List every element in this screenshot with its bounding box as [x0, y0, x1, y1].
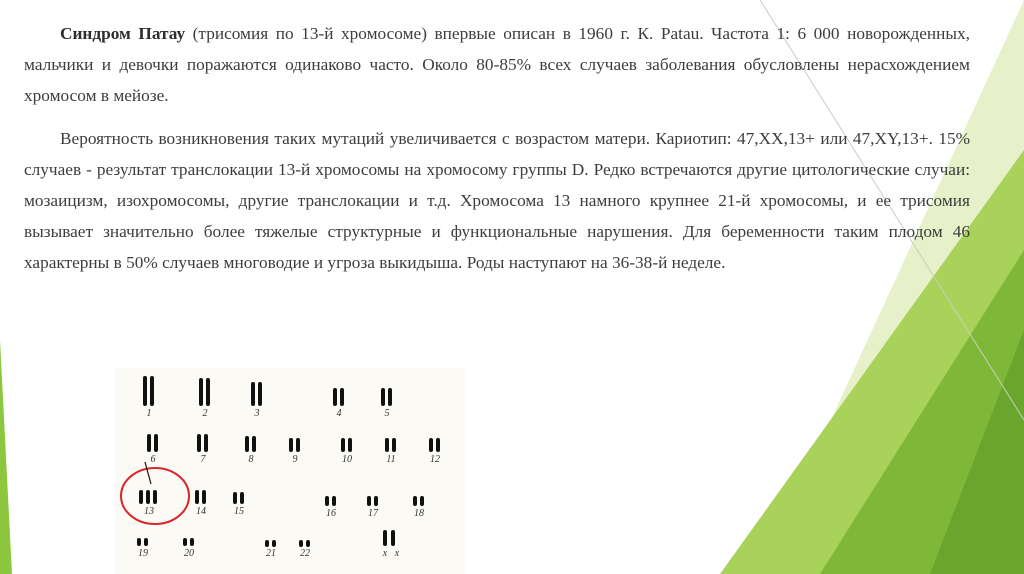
karyotype-drawing [115, 368, 465, 574]
trisomy-arrow [145, 462, 151, 484]
deco-left-edge [0, 340, 12, 574]
paragraph-2: Вероятность возникновения таких мутаций увеличивается с возрастом матери. Кариотип: 47,XX,13+ или 47,XY,13+. 15% случаев - результат транслокации 13-й хромосомы на хромосому группы D. Редко встречаются другие цитологические случаи: мозаицизм, изохромосомы, другие транслокации и т.д. Хромосома 13 намного крупнее 21-й хромосомы, и ее трисомия вызывает значительно более тяжелые структурные и функциональные нарушения. Для беременности таким плодом 46 характерны в 50% случаев многоводие и угроза выкидыша. Роды наступают на 36-38-й неделе. [24, 129, 970, 272]
karyotype-label: 15 [234, 506, 244, 517]
karyotype-label: 22 [300, 548, 310, 559]
karyotype-label: 14 [196, 506, 206, 517]
karyotype-label: x [382, 548, 388, 559]
karyotype-label: 3 [254, 408, 260, 419]
karyotype-label: 17 [368, 508, 378, 519]
karyotype-label: 4 [336, 408, 342, 419]
karyotype-label: 9 [292, 454, 298, 465]
text-block [24, 18, 970, 290]
karyotype-label: 8 [248, 454, 254, 465]
paragraph-1-text: (трисомия по 13-й хромосоме) впервые описан в 1960 г. К. Patau. Частота 1: 6 000 новорожденных, мальчики и девочки поражаются одинаково часто. Около 80-85% всех случаев заболевания обусловлены нерасхождением хромосом в мейозе. [24, 24, 970, 105]
karyotype-image [115, 368, 465, 574]
syndrome-title: Синдром Патау [60, 24, 186, 43]
karyotype-label: 19 [138, 548, 148, 559]
karyotype-label: 12 [430, 454, 440, 465]
paragraph-1 [24, 18, 970, 111]
karyotype-label: 10 [342, 454, 352, 465]
karyotype-label: 18 [414, 508, 424, 519]
karyotype-label: 11 [386, 454, 396, 465]
karyotype-label: 5 [384, 408, 390, 419]
karyotype-label: 2 [202, 408, 208, 419]
karyotype-label: 7 [200, 454, 206, 465]
karyotype-label: x [394, 548, 400, 559]
karyotype-label: 13 [144, 506, 154, 517]
karyotype-label: 6 [150, 454, 156, 465]
karyotype-label: 20 [184, 548, 194, 559]
karyotype-label: 21 [266, 548, 276, 559]
karyotype-label: 1 [146, 408, 152, 419]
karyotype-label: 16 [326, 508, 336, 519]
